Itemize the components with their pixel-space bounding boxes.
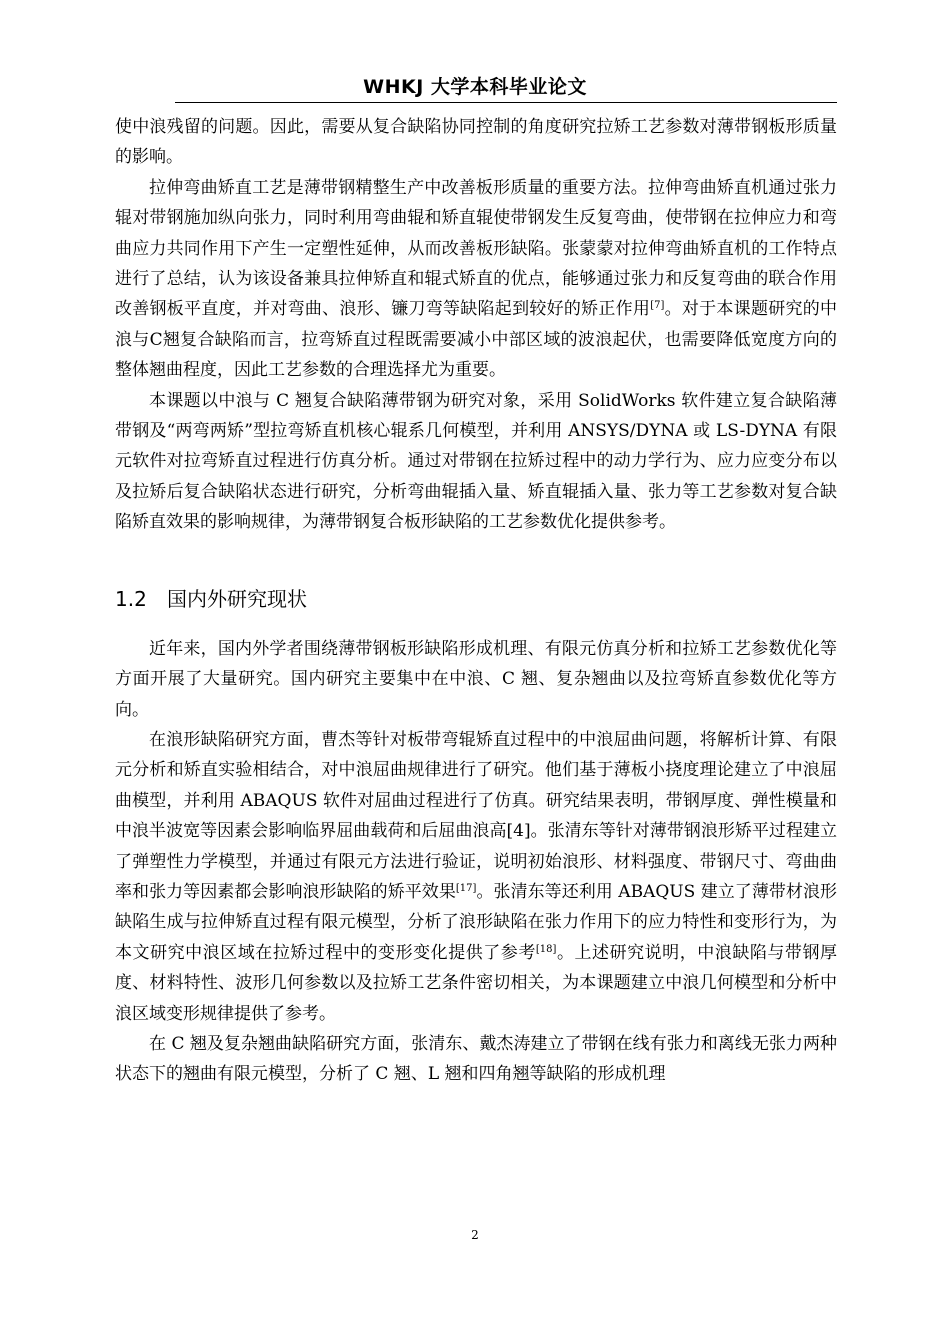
- paragraph-c-warp-research: 在 C 翘及复杂翘曲缺陷研究方面，张清东、戴杰涛建立了带钢在线有张力和离线无张力两种状态下的翘曲有限元模型，分析了 C 翘、L 翘和四角翘等缺陷的形成机理: [115, 1033, 837, 1085]
- paragraph-stretch-bend-leveling: 拉伸弯曲矫直工艺是薄带钢精整生产中改善板形质量的重要方法。拉伸弯曲矫直机通过张力辊对带钢施加纵向张力，同时利用弯曲辊和矫直辊使带钢发生反复弯曲，使带钢在拉伸应力和弯曲应力共同作用下产生一定塑性延伸，从而改善板形缺陷。张蒙蒙对拉伸弯曲矫直机的工作特点进行了总结，认为该设备兼具拉伸矫直和辊式矫直的优点，能够通过张力和反复弯曲的联合作用改善钢板平直度，并对弯曲、浪形、镰刀弯等缺陷起到较好的矫正作用[7]。对于本课题研究的中浪与C翘复合缺陷而言，拉弯矫直过程既需要减小中部区域的波浪起伏，也需要降低宽度方向的整体翘曲程度，因此工艺参数的合理选择尤为重要。: [115, 177, 837, 381]
- section-title: 国内外研究现状: [167, 586, 307, 611]
- paragraph-research-overview: 近年来，国内外学者围绕薄带钢板形缺陷形成机理、有限元仿真分析和拉矫工艺参数优化等方面开展了大量研究。国内研究主要集中在中浪、C 翘、复杂翘曲以及拉弯矫直参数优化等方向。: [115, 638, 837, 720]
- page-header-title: WHKJ 大学本科毕业论文: [363, 76, 587, 98]
- paragraph-wave-defect-research: 在浪形缺陷研究方面，曹杰等针对板带弯辊矫直过程中的中浪屈曲问题，将解析计算、有限元分析和矫直实验相结合，对中浪屈曲规律进行了研究。他们基于薄板小挠度理论建立了中浪屈曲模型，并利用 ABAQUS 软件对屈曲过程进行了仿真。研究结果表明，带钢厚度、弹性模量和中浪半波宽等因素会影响临界屈曲载荷和后屈曲浪高[4]。张清东等针对薄带钢浪形矫平过程建立了弹塑性力学模型，并通过有限元方法进行验证，说明初始浪形、材料强度、带钢尺寸、弯曲曲率和张力等因素都会影响浪形缺陷的矫平效果[17]。张清东等还利用 ABAQUS 建立了薄带材浪形缺陷生成与拉伸矫直过程有限元模型，分析了浪形缺陷在张力作用下的应力特性和变形行为，为本文研究中浪区域在拉矫过程中的变形变化提供了参考[18]。上述研究说明，中浪缺陷与带钢厚度、材料特性、波形几何参数以及拉矫工艺条件密切相关，为本课题建立中浪几何模型和分析中浪区域变形规律提供了参考。: [115, 729, 838, 1024]
- paragraph-continuation: 使中浪残留的问题。因此，需要从复合缺陷协同控制的角度研究拉矫工艺参数对薄带钢板形质量的影响。: [115, 117, 837, 168]
- page-number: 2: [471, 1228, 479, 1242]
- section-heading: [115, 584, 837, 614]
- citation: [7]: [650, 300, 665, 312]
- citation: [17]: [455, 882, 477, 894]
- page-body: [115, 112, 837, 1090]
- citation: [18]: [535, 943, 557, 955]
- section-number: 1.2: [115, 586, 147, 611]
- paragraph-research-scope: 本课题以中浪与 C 翘复合缺陷薄带钢为研究对象，采用 SolidWorks 软件建立复合缺陷薄带钢及“两弯两矫”型拉弯矫直机核心辊系几何模型，并利用 ANSYS/DYNA 或 LS-DYNA 有限元软件对拉弯矫直过程进行仿真分析。通过对带钢在拉矫过程中的动力学行为、应力应变分布以及拉矫后复合缺陷状态进行研究，分析弯曲辊插入量、矫直辊插入量、张力等工艺参数对复合缺陷矫直效果的影响规律，为薄带钢复合板形缺陷的工艺参数优化提供参考。: [115, 390, 837, 533]
- header-rule: [175, 102, 837, 103]
